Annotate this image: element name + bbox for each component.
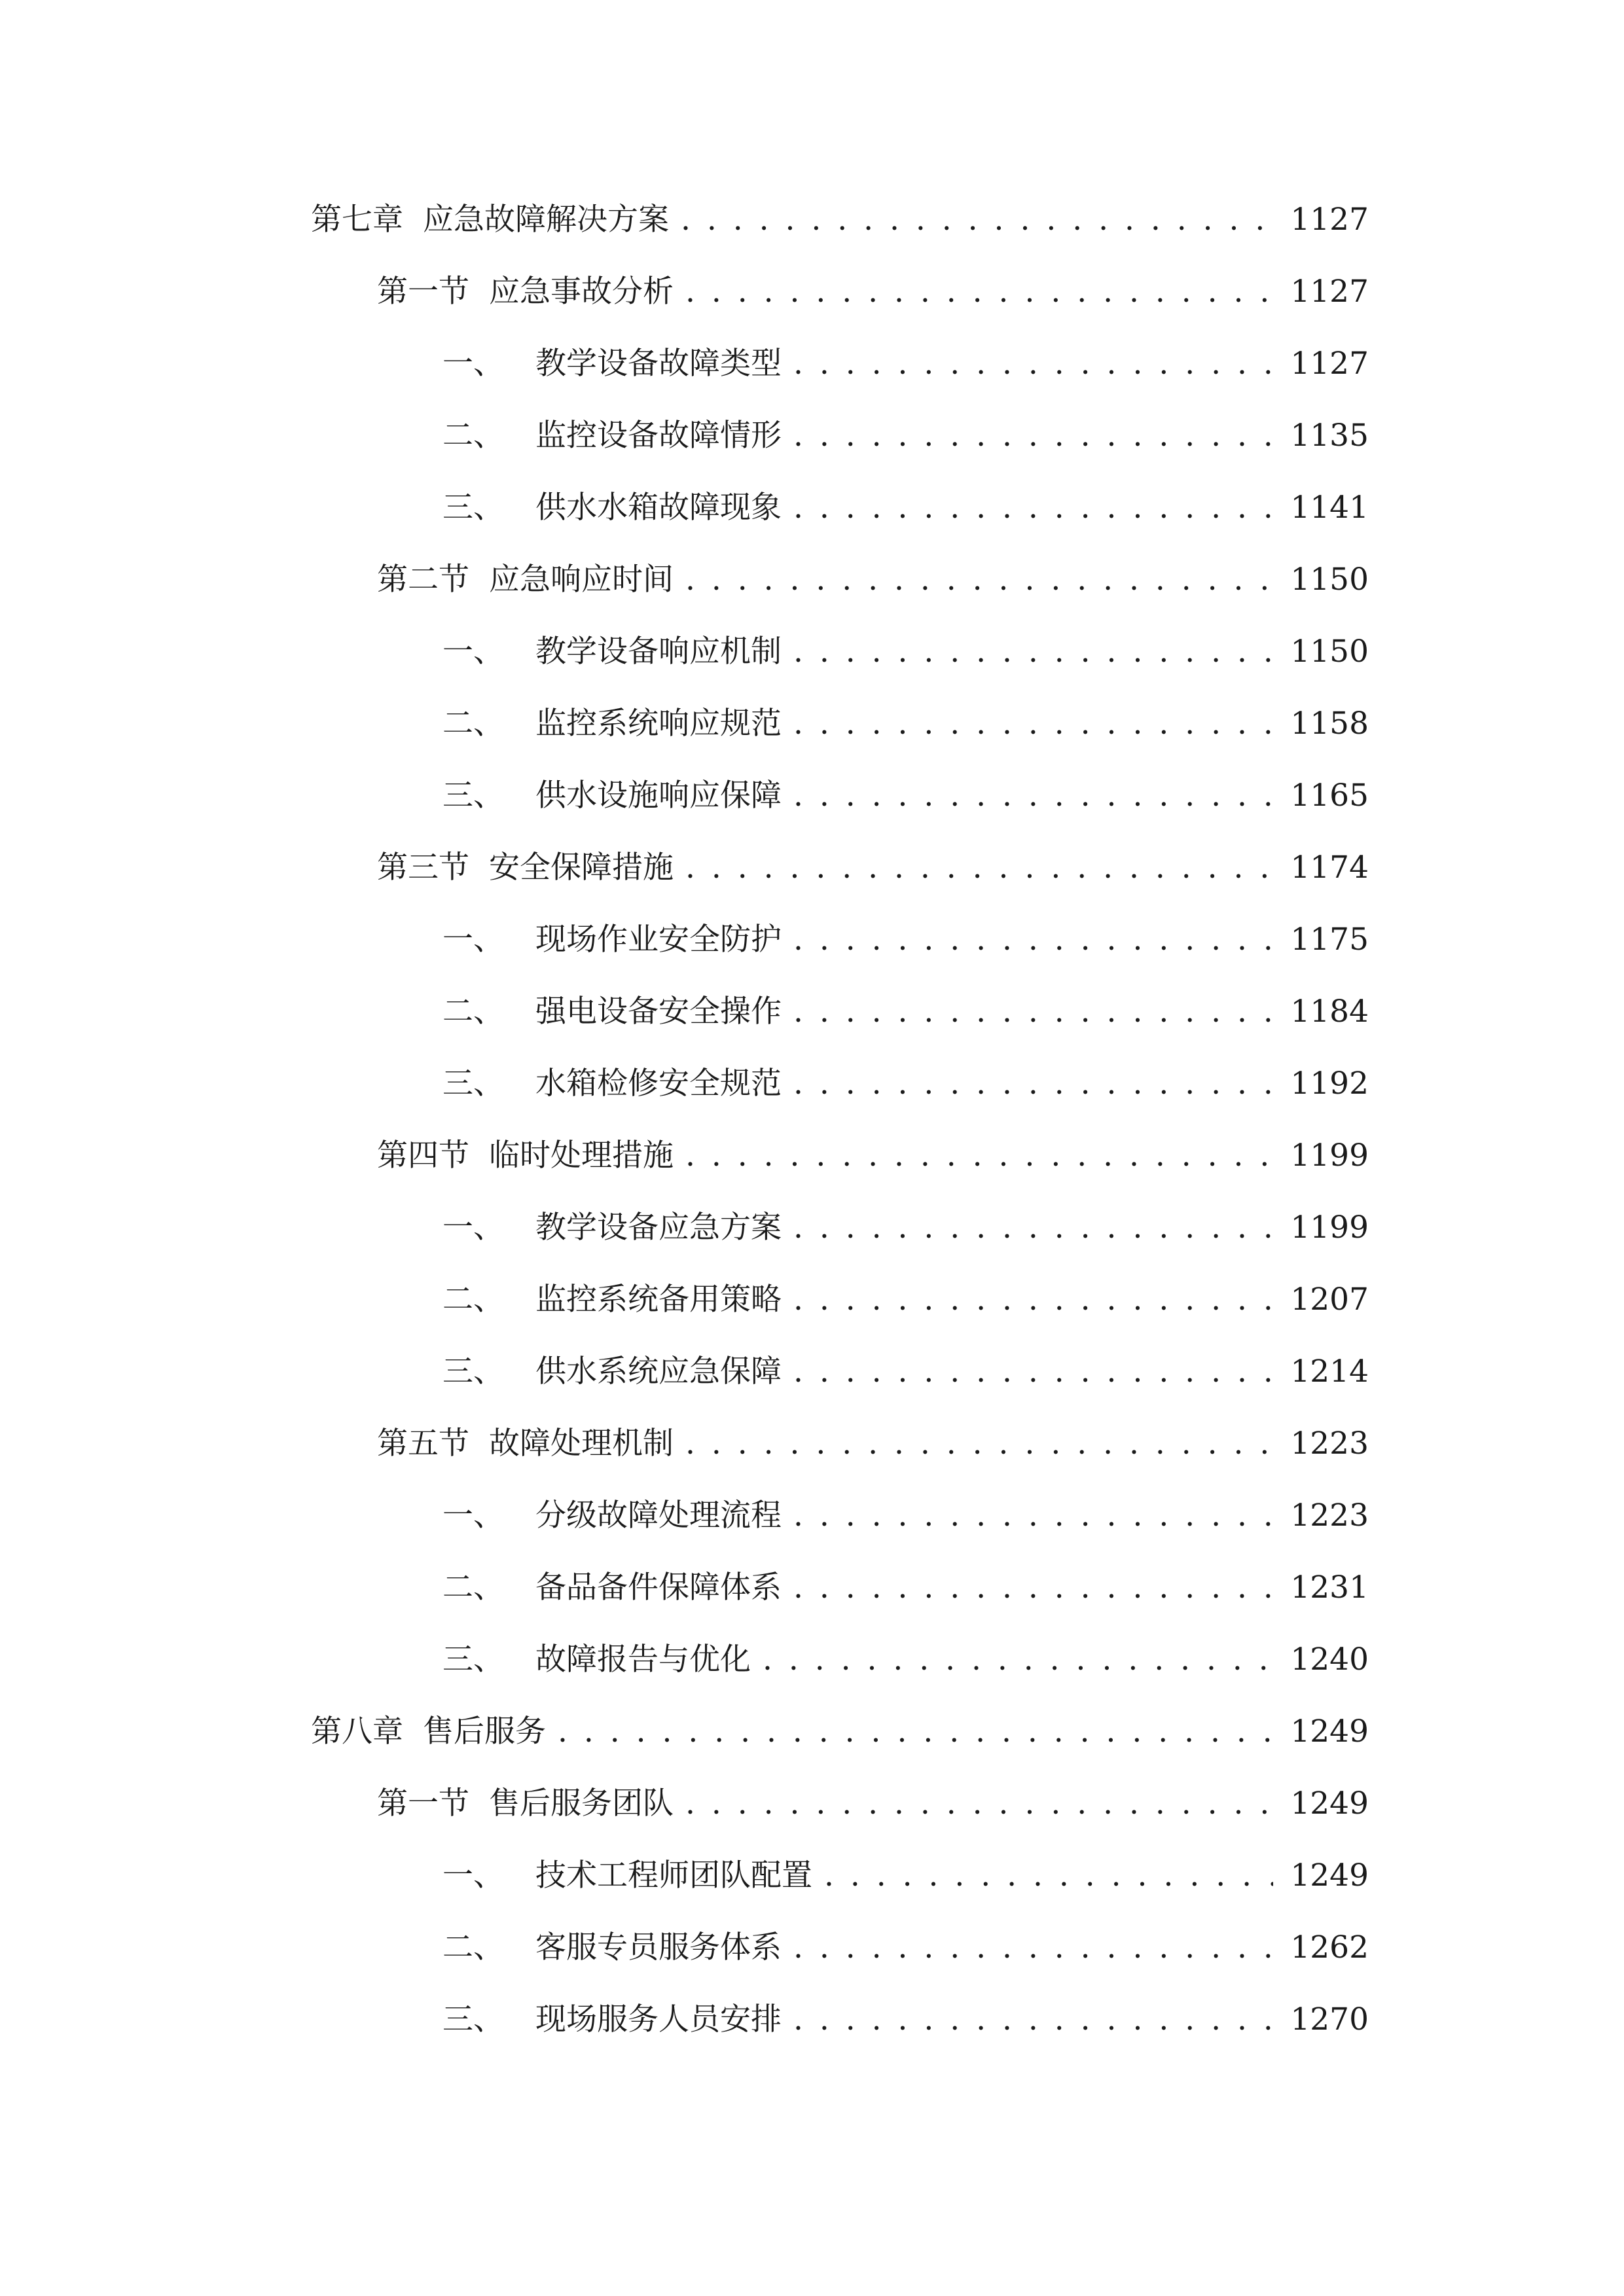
dot-leader [685,266,1273,318]
toc-entry-title: 应急事故分析 [489,274,674,310]
toc-entry-subsection[interactable] [442,1058,1369,1110]
toc-entry-title: 临时处理措施 [489,1138,674,1174]
toc-entry-page-number: 1214 [1290,1354,1369,1390]
dot-leader [793,1346,1273,1398]
toc-entry-page-number: 1127 [1290,202,1369,238]
toc-entry-title: 备品备件保障体系 [535,1570,782,1605]
toc-entry-page-number: 1141 [1290,490,1369,526]
toc-entry-page-number: 1150 [1290,634,1369,670]
toc-entry-section[interactable] [377,554,1369,606]
toc-entry-page-number: 1223 [1290,1498,1369,1534]
toc-entry-subsection[interactable] [442,410,1369,462]
toc-entry-prefix: 一、 [442,346,504,382]
toc-entry-page-number: 1150 [1290,562,1369,598]
toc-entry-page-number: 1199 [1290,1210,1369,1246]
toc-entry-page-number: 1127 [1290,346,1369,382]
dot-leader [793,410,1273,462]
toc-entry-section[interactable] [377,1778,1369,1830]
toc-entry-title: 供水设施响应保障 [535,778,782,814]
dot-leader [793,698,1273,750]
toc-entry-chapter[interactable] [311,1706,1369,1758]
dot-leader [685,1418,1273,1470]
toc-entry-prefix: 第七章 [311,202,403,238]
toc-entry-prefix: 二、 [442,1570,504,1605]
toc-entry-title: 现场服务人员安排 [535,2001,782,2037]
dot-leader [824,1850,1273,1902]
toc-entry-title: 监控系统响应规范 [535,706,782,742]
toc-entry-page-number: 1184 [1290,994,1369,1030]
toc-entry-title: 售后服务 [423,1713,546,1749]
toc-entry-prefix: 三、 [442,1641,504,1677]
toc-entry-page-number: 1207 [1290,1282,1369,1318]
toc-entry-page-number: 1249 [1290,1785,1369,1821]
toc-entry-section[interactable] [377,842,1369,894]
toc-entry-subsection[interactable] [442,1634,1369,1686]
toc-entry-prefix: 第八章 [311,1713,403,1749]
toc-entry-subsection[interactable] [442,626,1369,678]
toc-entry-page-number: 1223 [1290,1426,1369,1462]
dot-leader [793,1202,1273,1254]
toc-entry-prefix: 一、 [442,922,504,958]
dot-leader [793,1058,1273,1110]
toc-entry-title: 故障处理机制 [489,1426,674,1462]
toc-entry-subsection[interactable] [442,1274,1369,1326]
toc-entry-prefix: 第一节 [377,1785,469,1821]
toc-entry-title: 供水水箱故障现象 [535,490,782,526]
toc-entry-title: 安全保障措施 [489,850,674,886]
toc-entry-page-number: 1192 [1290,1066,1369,1102]
toc-entry-prefix: 三、 [442,1066,504,1102]
toc-entry-subsection[interactable] [442,1994,1369,2046]
toc-entry-subsection[interactable] [442,1202,1369,1254]
toc-entry-title: 监控系统备用策略 [535,1282,782,1318]
toc-entry-page-number: 1127 [1290,274,1369,310]
toc-entry-section[interactable] [377,1418,1369,1470]
toc-entry-page-number: 1249 [1290,1713,1369,1749]
toc-entry-prefix: 一、 [442,634,504,670]
toc-entry-chapter[interactable] [311,194,1369,246]
toc-entry-prefix: 一、 [442,1498,504,1534]
toc-entry-page-number: 1199 [1290,1138,1369,1174]
toc-entry-prefix: 第四节 [377,1138,469,1174]
toc-entry-title: 现场作业安全防护 [535,922,782,958]
dot-leader [793,626,1273,678]
toc-entry-title: 客服专员服务体系 [535,1929,782,1965]
toc-entry-page-number: 1158 [1290,706,1369,742]
toc-entry-subsection[interactable] [442,1490,1369,1542]
toc-entry-subsection[interactable] [442,698,1369,750]
toc-entry-prefix: 三、 [442,490,504,526]
toc-entry-prefix: 第二节 [377,562,469,598]
dot-leader [681,194,1273,246]
toc-entry-title: 监控设备故障情形 [535,418,782,454]
toc-entry-title: 教学设备响应机制 [535,634,782,670]
toc-entry-subsection[interactable] [442,986,1369,1038]
dot-leader [793,1994,1273,2046]
toc-entry-title: 技术工程师团队配置 [535,1857,812,1893]
toc-entry-prefix: 第五节 [377,1426,469,1462]
toc-entry-prefix: 第三节 [377,850,469,886]
dot-leader [763,1634,1273,1686]
toc-entry-section[interactable] [377,1130,1369,1182]
toc-entry-page-number: 1135 [1290,418,1369,454]
toc-entry-subsection[interactable] [442,770,1369,822]
toc-entry-subsection[interactable] [442,1346,1369,1398]
toc-entry-prefix: 一、 [442,1210,504,1246]
dot-leader [685,1130,1273,1182]
toc-entry-title: 强电设备安全操作 [535,994,782,1030]
dot-leader [793,914,1273,966]
toc-entry-title: 应急响应时间 [489,562,674,598]
toc-entry-page-number: 1240 [1290,1641,1369,1677]
toc-entry-prefix: 二、 [442,706,504,742]
toc-entry-prefix: 二、 [442,1929,504,1965]
dot-leader [793,338,1273,390]
toc-entry-prefix: 二、 [442,418,504,454]
toc-entry-title: 教学设备应急方案 [535,1210,782,1246]
dot-leader [793,770,1273,822]
toc-entry-title: 故障报告与优化 [535,1641,751,1677]
dot-leader [793,1922,1273,1974]
toc-entry-title: 售后服务团队 [489,1785,674,1821]
toc-entry-page-number: 1249 [1290,1857,1369,1893]
toc-entry-prefix: 三、 [442,2001,504,2037]
dot-leader [793,1274,1273,1326]
toc-entry-title: 水箱检修安全规范 [535,1066,782,1102]
toc-entry-page-number: 1175 [1290,922,1369,958]
toc-entry-title: 供水系统应急保障 [535,1354,782,1390]
toc-entry-prefix: 第一节 [377,274,469,310]
toc-entry-subsection[interactable] [442,1850,1369,1902]
toc-entry-prefix: 二、 [442,1282,504,1318]
toc-entry-prefix: 三、 [442,778,504,814]
dot-leader [685,1778,1273,1830]
toc-entry-subsection[interactable] [442,1562,1369,1614]
toc-entry-page-number: 1262 [1290,1929,1369,1965]
dot-leader [558,1706,1273,1758]
toc-entry-title: 应急故障解决方案 [423,202,669,238]
toc-entry-page-number: 1174 [1290,850,1369,886]
toc-entry-title: 分级故障处理流程 [535,1498,782,1534]
dot-leader [793,986,1273,1038]
toc-entry-prefix: 一、 [442,1857,504,1893]
toc-entry-page-number: 1270 [1290,2001,1369,2037]
toc-entry-subsection[interactable] [442,338,1369,390]
toc-entry-page-number: 1231 [1290,1570,1369,1605]
toc-entry-subsection[interactable] [442,1922,1369,1974]
dot-leader [793,1562,1273,1614]
dot-leader [685,554,1273,606]
toc-entry-subsection[interactable] [442,482,1369,534]
dot-leader [685,842,1273,894]
toc-entry-title: 教学设备故障类型 [535,346,782,382]
dot-leader [793,482,1273,534]
toc-entry-prefix: 二、 [442,994,504,1030]
toc-entry-page-number: 1165 [1290,778,1369,814]
toc-entry-section[interactable] [377,266,1369,318]
toc-entry-prefix: 三、 [442,1354,504,1390]
dot-leader [793,1490,1273,1542]
toc-entry-subsection[interactable] [442,914,1369,966]
